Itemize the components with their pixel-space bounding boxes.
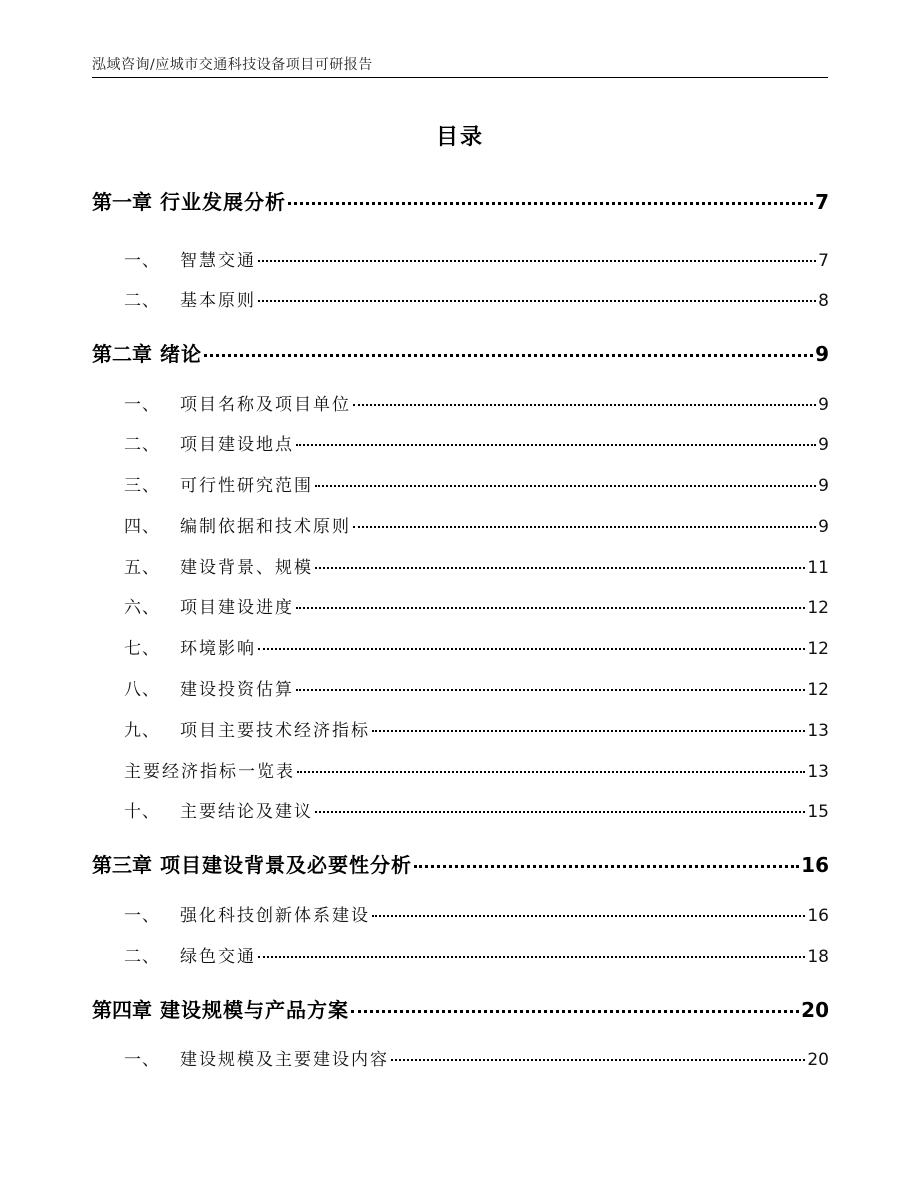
toc-entry-label: 智慧交通: [180, 251, 256, 271]
toc-page-number: 7: [815, 190, 829, 214]
toc-section-entry[interactable]: [92, 942, 829, 967]
toc-section-entry[interactable]: [92, 757, 829, 782]
toc-page-number: 9: [818, 435, 829, 455]
toc-entry-number: 七、: [124, 639, 160, 659]
toc-page-number: 7: [818, 251, 829, 271]
toc-entry-label: 建设规模与产品方案: [160, 998, 349, 1022]
toc-entry-number: 九、: [124, 721, 160, 741]
toc-entry-label: 项目主要技术经济指标: [180, 721, 370, 741]
toc-entry-label: 强化科技创新体系建设: [180, 906, 370, 926]
toc-chapter-entry[interactable]: [92, 849, 829, 878]
toc-entry-number: 五、: [124, 558, 160, 578]
toc-entry-number: 六、: [124, 598, 160, 618]
toc-entry-label: 主要结论及建议: [180, 802, 313, 822]
toc-dot-leader: [414, 865, 799, 868]
toc-section-entry[interactable]: [92, 512, 829, 537]
toc-page-number: 12: [807, 639, 829, 659]
toc-dot-leader: [315, 567, 805, 569]
toc-dot-leader: [258, 956, 805, 958]
toc-section-entry[interactable]: [92, 471, 829, 496]
toc-section-entry[interactable]: [92, 797, 829, 822]
toc-page-number: 13: [807, 762, 829, 782]
toc-entry-label: 项目建设背景及必要性分析: [160, 853, 412, 877]
toc-entry-label: 建设背景、规模: [180, 558, 313, 578]
toc-dot-leader: [372, 915, 805, 917]
toc-entry-label: 绪论: [160, 342, 202, 366]
toc-entry-label: 可行性研究范围: [180, 476, 313, 496]
toc-dot-leader: [372, 730, 805, 732]
toc-dot-leader: [258, 648, 805, 650]
toc-page-number: 12: [807, 598, 829, 618]
toc-page-number: 13: [807, 721, 829, 741]
toc-section-entry[interactable]: [92, 553, 829, 578]
toc-entry-number: 第一章: [92, 190, 152, 214]
toc-entry-label: 绿色交通: [180, 947, 256, 967]
toc-page-number: 16: [807, 906, 829, 926]
toc-entry-label: 主要经济指标一览表: [124, 762, 295, 782]
toc-entry-label: 建设投资估算: [180, 680, 294, 700]
toc-dot-leader: [296, 607, 805, 609]
header-rule: [92, 77, 828, 78]
toc-page-number: 20: [807, 1050, 829, 1070]
toc-dot-leader: [351, 1010, 799, 1013]
toc-page-number: 18: [807, 947, 829, 967]
toc-entry-number: 十、: [124, 802, 160, 822]
toc-page-number: 8: [818, 291, 829, 311]
toc-entry-number: 一、: [124, 251, 160, 271]
toc-dot-leader: [297, 771, 805, 773]
toc-entry-number: 二、: [124, 291, 160, 311]
toc-dot-leader: [258, 300, 816, 302]
toc-page-number: 12: [807, 680, 829, 700]
toc-entry-label: 项目建设进度: [180, 598, 294, 618]
toc-entry-number: 一、: [124, 1050, 160, 1070]
toc-entry-label: 项目名称及项目单位: [180, 395, 351, 415]
toc-page-number: 20: [801, 998, 829, 1022]
toc-dot-leader: [315, 811, 805, 813]
toc-section-entry[interactable]: [92, 390, 829, 415]
toc-page-number: 15: [807, 802, 829, 822]
toc-page-number: 9: [818, 517, 829, 537]
toc-entry-number: 一、: [124, 906, 160, 926]
toc-entry-number: 一、: [124, 395, 160, 415]
toc-entry-label: 行业发展分析: [160, 190, 286, 214]
toc-page-number: 16: [801, 853, 829, 877]
toc-dot-leader: [258, 260, 816, 262]
toc-page-number: 9: [815, 342, 829, 366]
toc-section-entry[interactable]: [92, 246, 829, 271]
toc-section-entry[interactable]: [92, 430, 829, 455]
toc-section-entry[interactable]: [92, 716, 829, 741]
toc-dot-leader: [296, 689, 805, 691]
toc-entry-label: 环境影响: [180, 639, 256, 659]
toc-dot-leader: [391, 1059, 805, 1061]
toc-section-entry[interactable]: [92, 286, 829, 311]
toc-entry-number: 第四章: [92, 998, 152, 1022]
toc-page-number: 11: [807, 558, 829, 578]
toc-dot-leader: [353, 404, 816, 406]
toc-entry-label: 建设规模及主要建设内容: [180, 1050, 389, 1070]
toc-chapter-entry[interactable]: [92, 994, 829, 1023]
toc-dot-leader: [315, 485, 816, 487]
toc-page-number: 9: [818, 395, 829, 415]
toc-entry-label: 基本原则: [180, 291, 256, 311]
toc-dot-leader: [296, 444, 816, 446]
toc-entry-number: 三、: [124, 476, 160, 496]
toc-chapter-entry[interactable]: [92, 186, 829, 215]
toc-section-entry[interactable]: [92, 675, 829, 700]
toc-dot-leader: [353, 526, 816, 528]
toc-dot-leader: [204, 354, 813, 357]
toc-entry-label: 项目建设地点: [180, 435, 294, 455]
running-header: 泓域咨询/应城市交通科技设备项目可研报告: [92, 57, 373, 73]
toc-section-entry[interactable]: [92, 593, 829, 618]
toc-entry-label: 编制依据和技术原则: [180, 517, 351, 537]
toc-page-number: 9: [818, 476, 829, 496]
toc-entry-number: 第二章: [92, 342, 152, 366]
toc-entry-number: 第三章: [92, 853, 152, 877]
toc-section-entry[interactable]: [92, 634, 829, 659]
toc-entry-number: 二、: [124, 947, 160, 967]
toc-dot-leader: [288, 202, 813, 205]
toc-chapter-entry[interactable]: [92, 338, 829, 367]
toc-entry-number: 四、: [124, 517, 160, 537]
toc-section-entry[interactable]: [92, 901, 829, 926]
toc-title: 目录: [435, 125, 484, 150]
toc-section-entry[interactable]: [92, 1045, 829, 1070]
toc-entry-number: 二、: [124, 435, 160, 455]
toc-entry-number: 八、: [124, 680, 160, 700]
